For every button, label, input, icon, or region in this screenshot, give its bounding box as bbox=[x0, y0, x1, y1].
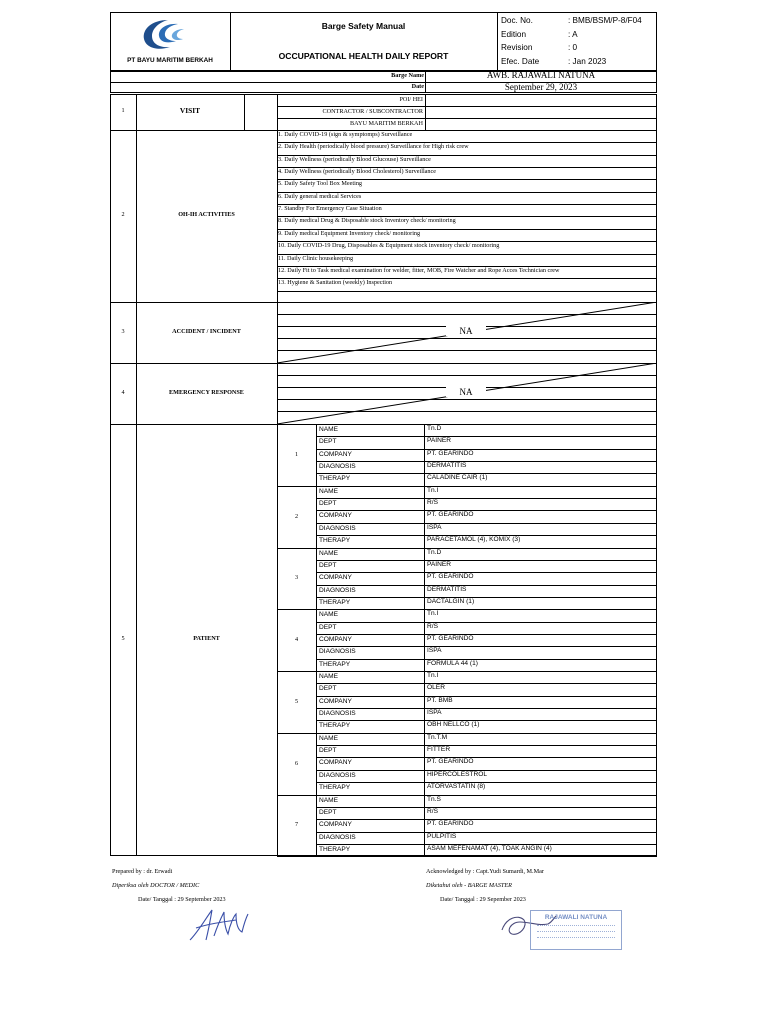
patient-field-value: HIPERCOLESTROL bbox=[427, 770, 488, 778]
prepared-date: Date/ Tanggal : 29 September 2023 bbox=[138, 896, 226, 903]
patient-field-label: DIAGNOSIS bbox=[319, 771, 356, 779]
patient-field-value: Tn.T.M bbox=[427, 733, 448, 741]
patient-number: 3 bbox=[294, 574, 299, 582]
patient-field-label: THERAPY bbox=[319, 598, 351, 606]
patient-field-label: THERAPY bbox=[319, 722, 351, 730]
activity-item: 11. Daily Clinic housekeeping bbox=[278, 254, 354, 262]
patient-field-label: NAME bbox=[319, 734, 339, 742]
section-number-visit: 1 bbox=[121, 107, 125, 114]
patient-field-label: NAME bbox=[319, 549, 339, 557]
patient-field-value: DERMATITIS bbox=[427, 585, 467, 593]
company-logo bbox=[138, 17, 188, 53]
doctor-signature bbox=[188, 906, 252, 944]
prepared-by: Prepared by : dr. Erwadi bbox=[112, 868, 173, 875]
doc-meta-row bbox=[501, 14, 656, 28]
patient-field-value: FORMULA 44 (1) bbox=[427, 659, 478, 667]
activity-item: 1. Daily COVID-19 (sign & symptomps) Surveillance bbox=[278, 131, 413, 138]
patient-field-label: COMPANY bbox=[319, 759, 352, 767]
patient-field-label: DIAGNOSIS bbox=[319, 586, 356, 594]
patient-field-value: OLER bbox=[427, 684, 445, 692]
activity-item: 7. Standby For Emergency Case Situation bbox=[278, 205, 382, 213]
patient-field-label: NAME bbox=[319, 611, 339, 619]
doc-meta-value: : 0 bbox=[568, 43, 578, 52]
doc-meta-label: Revision bbox=[501, 43, 533, 52]
date-label: Date bbox=[411, 83, 424, 90]
patient-field-value: DERMATITIS bbox=[427, 462, 467, 470]
section-number-emergency: 4 bbox=[121, 389, 125, 396]
doc-meta-label: Doc. No. bbox=[501, 16, 533, 25]
patient-field-label: DEPT bbox=[319, 747, 337, 755]
acknowledged-role: Diketahui oleh - BARGE MASTER bbox=[426, 882, 512, 889]
patient-field-value: FITTER bbox=[427, 746, 451, 754]
patient-field-label: DEPT bbox=[319, 808, 337, 816]
patient-field-label: DIAGNOSIS bbox=[319, 524, 356, 532]
patient-field-label: DIAGNOSIS bbox=[319, 833, 356, 841]
patient-field-label: NAME bbox=[319, 426, 339, 433]
patient-field-value: ASAM MEFENAMAT (4), TOAK ANGIN (4) bbox=[427, 844, 552, 852]
barge-name: AWB. RAJAWALI NATUNA bbox=[486, 70, 596, 80]
patient-field-label: COMPANY bbox=[319, 635, 352, 643]
patient-field-value: PULPITIS bbox=[427, 832, 457, 840]
barge-stamp bbox=[530, 910, 622, 950]
barge-name-label: Barge Name bbox=[391, 72, 424, 79]
stamp-text: RAJAWALI NATUNA bbox=[544, 914, 608, 921]
patient-number: 2 bbox=[294, 512, 299, 520]
patient-field-value: DACTALGIN (1) bbox=[427, 597, 475, 605]
visit-row-bmb: BAYU MARITIM BERKAH bbox=[350, 120, 423, 127]
report-date: September 29, 2023 bbox=[504, 82, 578, 92]
visit-row-poi: POI/ HEI bbox=[399, 96, 423, 103]
prepared-role: Diperiksa oleh DOCTOR / MEDIC bbox=[112, 882, 200, 889]
patient-field-value: PT. GEARINDO bbox=[427, 573, 474, 581]
doc-meta-value: : A bbox=[568, 29, 578, 39]
doc-meta bbox=[501, 14, 656, 68]
patient-field-label: DIAGNOSIS bbox=[319, 463, 356, 471]
patient-field-value: PT. BMB bbox=[427, 696, 453, 704]
patient-field-label: DEPT bbox=[319, 685, 337, 693]
accident-title: ACCIDENT / INCIDENT bbox=[172, 328, 241, 335]
acknowledged-date: Date/ Tanggal : 29 Sepember 2023 bbox=[440, 896, 526, 903]
patient-field-label: THERAPY bbox=[319, 845, 351, 853]
activity-item: 4. Daily Wellness (periodically Blood Cholesterol) Surveillance bbox=[278, 168, 436, 176]
patient-field-value: PT. GEARINDO bbox=[427, 449, 474, 457]
patient-field-value: Tn.I bbox=[427, 672, 439, 679]
activity-item: 2. Daily Health (periodically blood pressure) Surveillance for High risk crew bbox=[278, 143, 469, 151]
company-name: PT BAYU MARITIM BERKAH bbox=[127, 57, 213, 64]
patient-field-label: NAME bbox=[319, 673, 339, 680]
patient-field-value: Tn.I bbox=[427, 486, 439, 494]
patient-field-label: COMPANY bbox=[319, 697, 352, 705]
patient-field-label: THERAPY bbox=[319, 537, 351, 545]
activity-item: 10. Daily COVID-19 Drug, Disposables & Equipment stock inventory check/ monitoring bbox=[278, 242, 500, 250]
manual-title: Barge Safety Manual bbox=[321, 21, 406, 31]
section-number-activities: 2 bbox=[121, 211, 125, 218]
patient-field-value: Tn.D bbox=[427, 548, 442, 556]
patient-field-label: NAME bbox=[319, 487, 339, 495]
patient-field-label: THERAPY bbox=[319, 660, 351, 668]
patient-field-value: PT. GEARINDO bbox=[427, 820, 474, 828]
patient-field-value: CALADINE CAIR (1) bbox=[427, 474, 488, 482]
activity-item: 13. Hygiene & Sanitation (weekly) Inspection bbox=[278, 279, 393, 287]
patient-number: 1 bbox=[294, 450, 299, 458]
patient-field-label: THERAPY bbox=[319, 475, 351, 483]
patient-field-value: ISPA bbox=[427, 523, 442, 531]
patient-field-value: Tn.I bbox=[427, 610, 439, 618]
patient-number: 7 bbox=[294, 821, 299, 829]
patient-field-value: PT. GEARINDO bbox=[427, 758, 474, 766]
patient-field-label: DIAGNOSIS bbox=[319, 648, 356, 656]
activity-item: 9. Daily medical Equipment Inventory check/ monitoring bbox=[278, 229, 421, 237]
patient-field-value: OBH NELLCO (1) bbox=[427, 721, 480, 729]
patient-field-value: ISPA bbox=[427, 647, 442, 655]
patient-field-label: NAME bbox=[319, 796, 339, 804]
doc-meta-row bbox=[501, 55, 656, 69]
patient-field-value: R/S bbox=[427, 622, 438, 630]
doc-meta-value: : BMB/BSM/P-8/F04 bbox=[568, 16, 642, 25]
visit-row-contractor: CONTRACTOR / SUBCONTRACTOR bbox=[322, 108, 423, 115]
patient-field-value: ATORVASTATIN (8) bbox=[427, 783, 486, 791]
patient-field-value: PAINER bbox=[427, 437, 452, 445]
activity-item: 12. Daily Fit to Task medical examination for welder, fitter, MOB, Fire Watcher and Rope Acces Technician crew bbox=[278, 266, 560, 274]
section-number-accident: 3 bbox=[121, 328, 125, 335]
doc-meta-row bbox=[501, 28, 656, 42]
activity-item: 6. Daily general medical Services bbox=[278, 192, 362, 200]
patient-number: 5 bbox=[294, 697, 299, 705]
patient-field-label: DEPT bbox=[319, 561, 337, 569]
patient-field-label: COMPANY bbox=[319, 821, 352, 829]
patient-title: PATIENT bbox=[193, 635, 220, 642]
patient-number: 4 bbox=[294, 636, 299, 644]
patient-field-value: Tn.D bbox=[427, 425, 442, 432]
section-number-patient: 5 bbox=[121, 635, 125, 642]
patient-field-value: PAINER bbox=[427, 560, 452, 568]
patient-number: 6 bbox=[294, 759, 299, 767]
patient-field-value: R/S bbox=[427, 499, 438, 507]
doc-meta-row bbox=[501, 41, 656, 55]
activity-item: 3. Daily Wellness (periodically Blood Glucouse) Surveillance bbox=[278, 155, 431, 163]
patient-field-label: COMPANY bbox=[319, 574, 352, 582]
patient-field-label: DIAGNOSIS bbox=[319, 710, 356, 718]
patient-field-label: COMPANY bbox=[319, 450, 352, 458]
doc-meta-label: Efec. Date bbox=[501, 56, 540, 66]
patient-field-label: COMPANY bbox=[319, 512, 352, 520]
emergency-title: EMERGENCY RESPONSE bbox=[169, 389, 244, 396]
main-table bbox=[110, 94, 657, 856]
activity-item: 8. Daily medical Drug & Disposable stock Inventory check/ monitoring bbox=[278, 217, 456, 225]
activity-item: 5. Daily Safety Tool Box Meeting bbox=[278, 180, 363, 188]
acknowledged-by: Acknowledged by : Capt.Yudi Sumardi, M.Mar bbox=[426, 868, 544, 875]
report-title: OCCUPATIONAL HEALTH DAILY REPORT bbox=[278, 51, 449, 61]
patient-field-value: ISPA bbox=[427, 709, 442, 717]
patient-field-value: PT. GEARINDO bbox=[427, 634, 474, 642]
patient-field-label: DEPT bbox=[319, 623, 337, 631]
patient-field-value: PT. GEARINDO bbox=[427, 511, 474, 519]
patient-field-value: PARACETAMOL (4), KOMIX (3) bbox=[427, 536, 521, 544]
patient-field-label: DEPT bbox=[319, 438, 337, 446]
patient-field-value: R/S bbox=[427, 807, 438, 815]
visit-title: VISIT bbox=[179, 106, 201, 115]
accident-value: NA bbox=[446, 326, 486, 336]
doc-meta-label: Edition bbox=[501, 29, 527, 39]
activities-title: OH-IH ACTIVITIES bbox=[178, 211, 235, 218]
patient-field-value: Tn.S bbox=[427, 795, 441, 803]
patient-field-label: THERAPY bbox=[319, 784, 351, 792]
doc-meta-value: : Jan 2023 bbox=[568, 56, 607, 66]
emergency-value: NA bbox=[446, 387, 486, 397]
patient-field-label: DEPT bbox=[319, 500, 337, 508]
